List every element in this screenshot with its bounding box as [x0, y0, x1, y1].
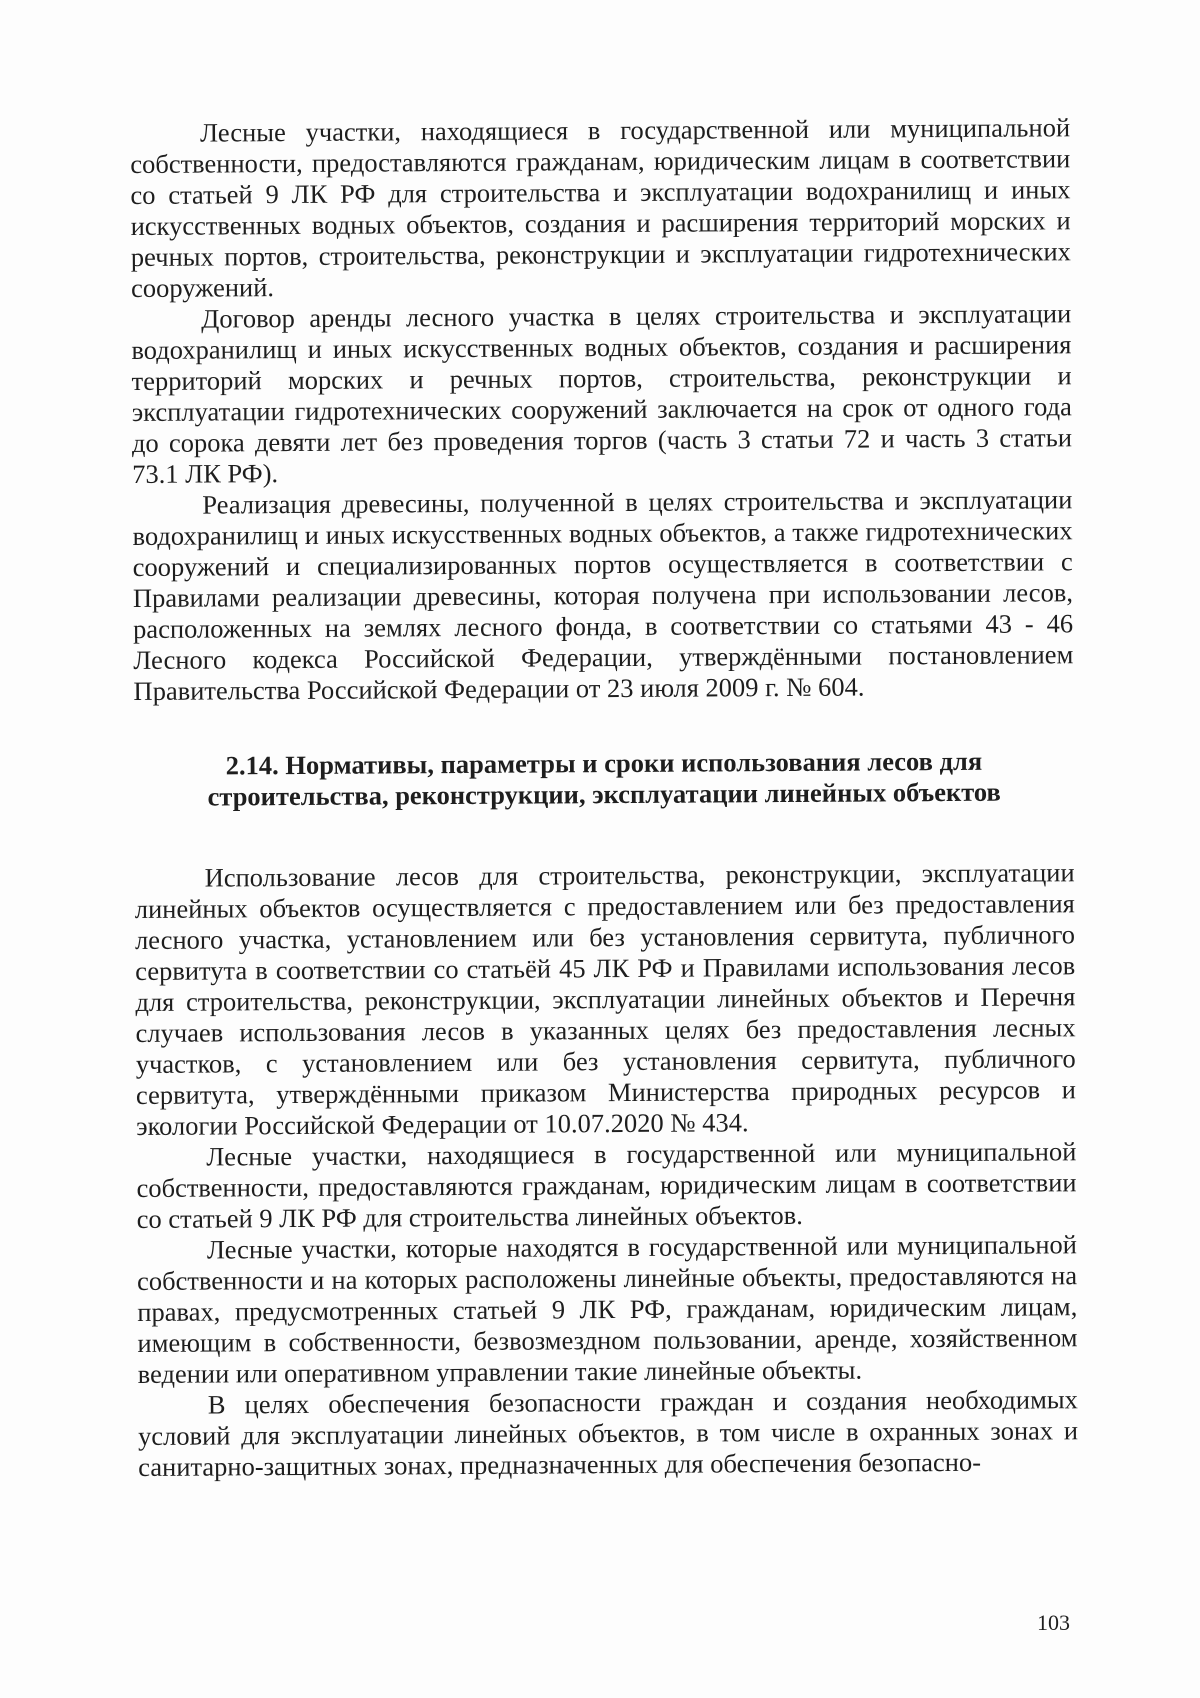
paragraph: Использование лесов для строительства, реконструкции, эксплуатации линейных объектов осуществляется с предоставлением или без предоставления лесного участка, установлением или без установления сервитута, публичного сервитута в соответствии со статьёй 45 ЛК РФ и Правилами использования лесов для строительства, реконструкции, эксплуатации линейных объектов и Перечня случаев использования лесов в указанных целях без предоставления лесных участков, с установлением или без установления сервитута, публичного сервитута, утверждёнными приказом Министерства природных ресурсов и экологии Российской Федерации от 10.07.2020 № 434. [134, 857, 1077, 1141]
section-heading-line: 2.14. Нормативы, параметры и сроки использования лесов для [225, 745, 983, 781]
paragraph: Лесные участки, которые находятся в государственной или муниципальной собственности и на которых расположены линейные объекты, предоставляются на правах, предусмотренных статьей 9 ЛК РФ, гражданам, юридическим лицам, имеющим в собственности, безвозмездном пользовании, аренде, хозяйственном ведении или оперативном управлении такие линейные объекты. [137, 1229, 1078, 1389]
document-body [130, 112, 1078, 1483]
section-heading-line: строительства, реконструкции, эксплуатации линейных объектов [207, 776, 1001, 812]
page-number: 103 [1037, 1610, 1070, 1635]
paragraph: Реализация древесины, полученной в целях строительства и эксплуатации водохранилищ и иных искусственных водных объектов, а также гидротехнических сооружений и специализированных портов осуществляется в соответствии с Правилами реализации древесины, которая получена при использовании лесов, расположенных на землях лесного фонда, в соответствии со статьями 43 - 46 Лесного кодекса Российской Федерации, утверждёнными постановлением Правительства Российской Федерации от 23 июля 2009 г. № 604. [132, 484, 1074, 706]
paragraph: Лесные участки, находящиеся в государственной или муниципальной собственности, предоставляются гражданам, юридическим лицам в соответствии со статьей 9 ЛК РФ для строительства и эксплуатации водохранилищ и иных искусственных водных объектов, создания и расширения территорий морских и речных портов, строительства, реконструкции и эксплуатации гидротехнических сооружений. [130, 112, 1071, 303]
paragraph: Лесные участки, находящиеся в государственной или муниципальной собственности, предоставляются гражданам, юридическим лицам в соответствии со статьей 9 ЛК РФ для строительства линейных объектов. [136, 1136, 1077, 1234]
paragraph: В целях обеспечения безопасности граждан и создания необходимых условий для эксплуатации линейных объектов, в том числе в охранных зонах и санитарно-защитных зонах, предназначенных для обеспечения безопасно- [137, 1384, 1079, 1482]
section-heading [134, 745, 1074, 813]
paragraph: Договор аренды лесного участка в целях строительства и эксплуатации водохранилищ и иных искусственных водных объектов, создания и расширения территорий морских и речных портов, строительства, реконструкции и эксплуатации гидротехнических сооружений заключается на срок от одного года до сорока девяти лет без проведения торгов (часть 3 статьи 72 и часть 3 статьи 73.1 ЛК РФ). [131, 298, 1073, 489]
